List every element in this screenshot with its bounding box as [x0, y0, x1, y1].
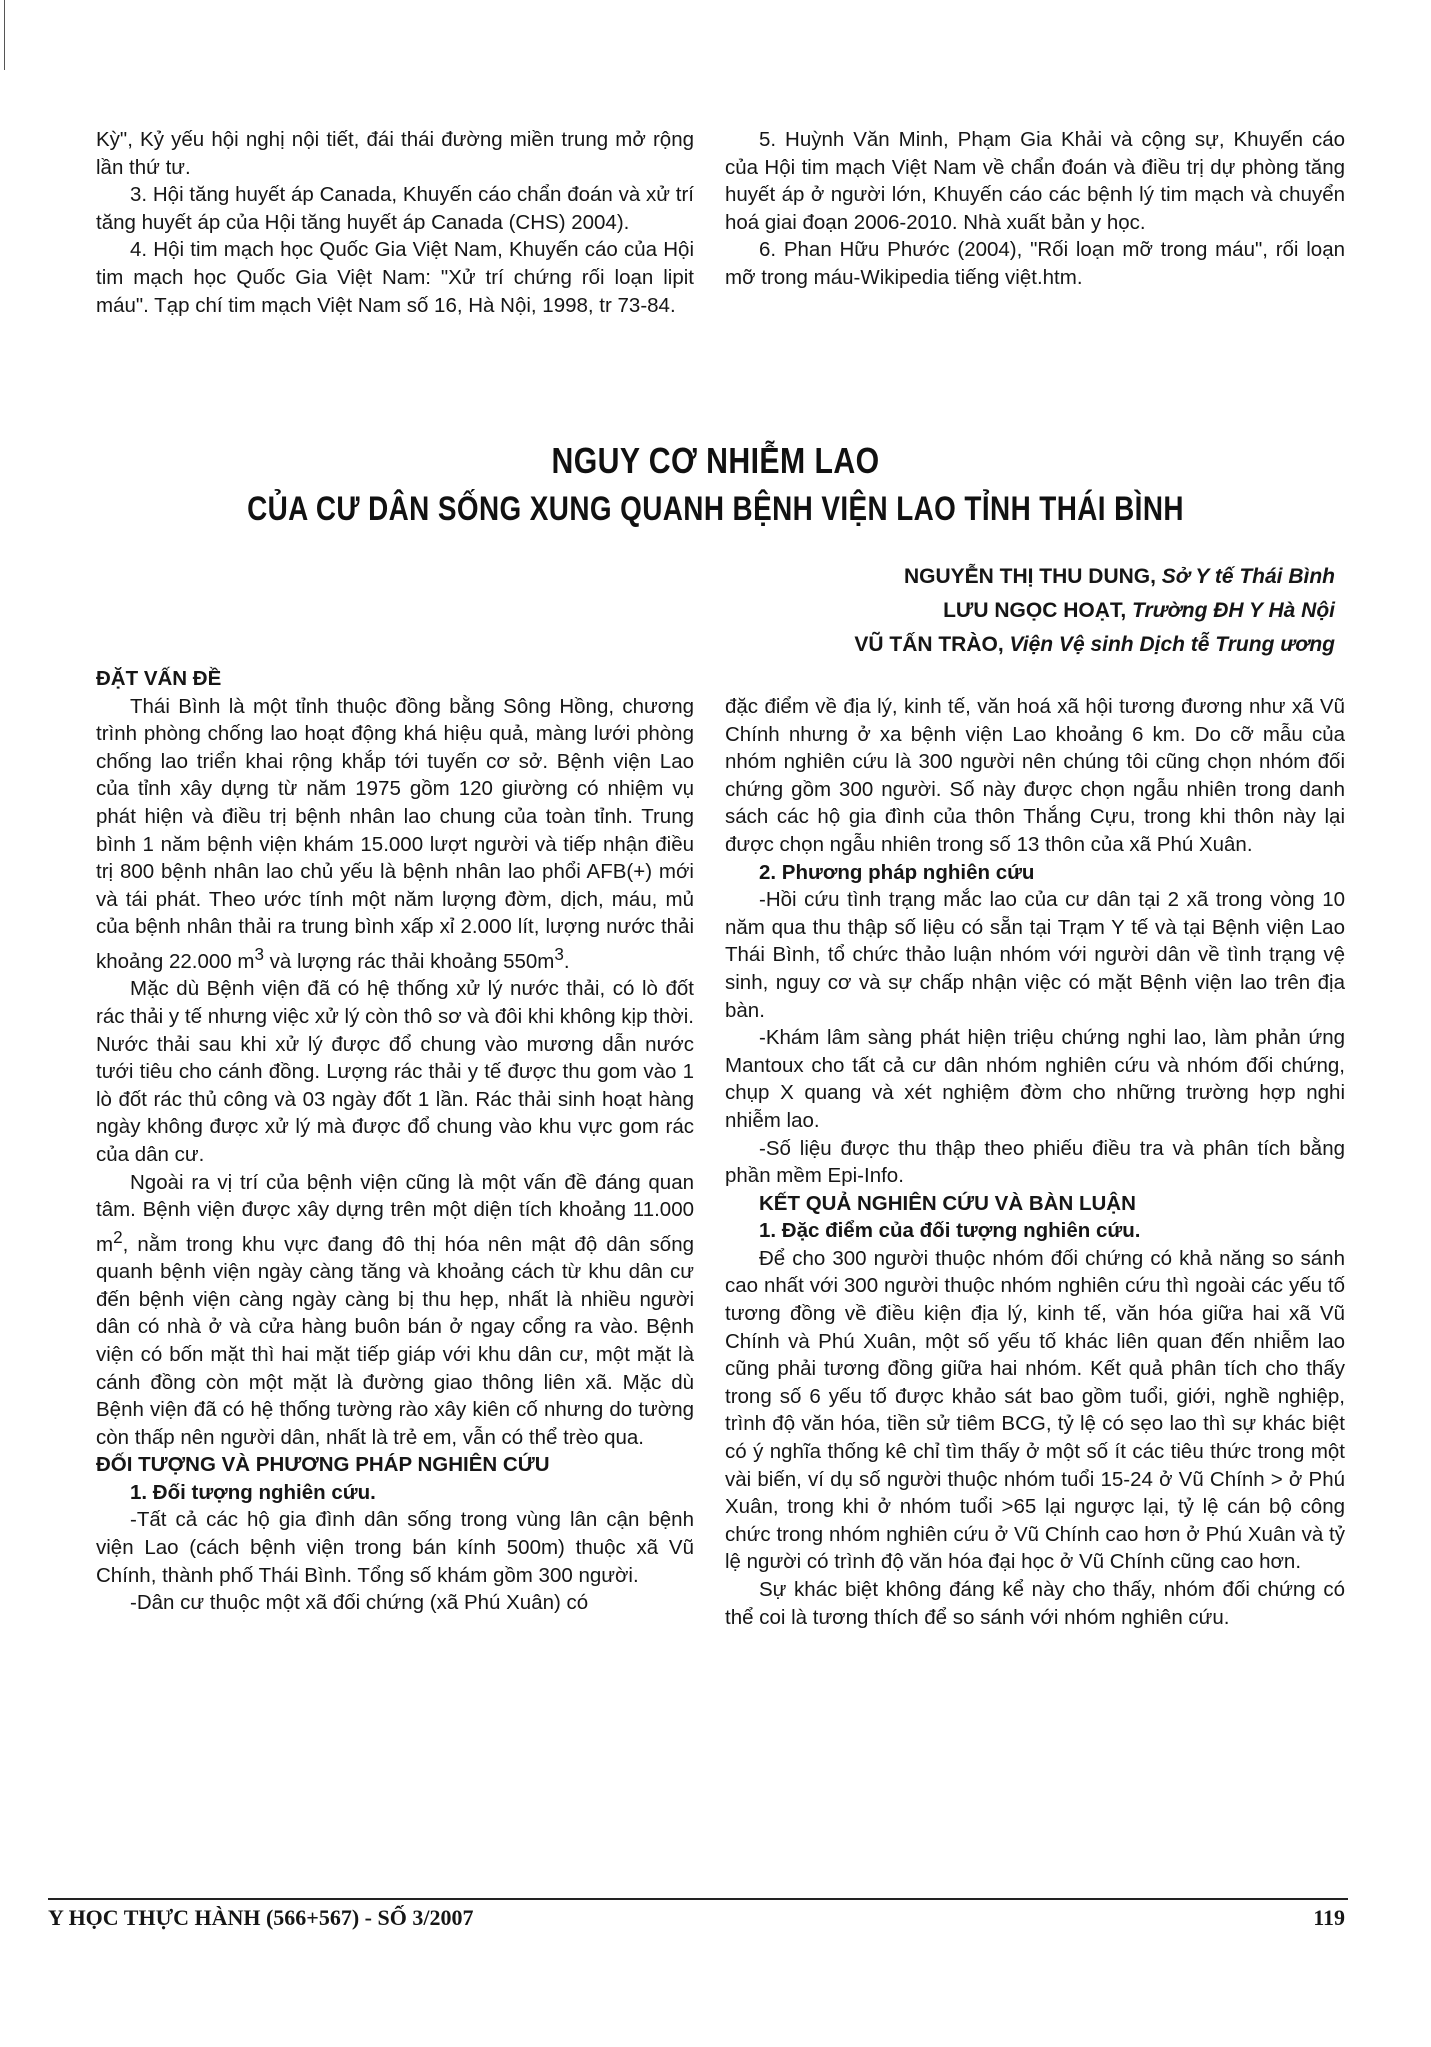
reference-item: Kỳ", Kỷ yếu hội nghị nội tiết, đái thái đường miền trung mở rộng lần thứ tư.: [96, 128, 694, 179]
paragraph: Mặc dù Bệnh viện đã có hệ thống xử lý nước thải, có lò đốt rác thải y tế nhưng việc xử lý còn thô sơ và đôi khi không kịp thời. Nước thải sau khi xử lý được đổ chung vào mương dẫn nước tưới tiêu cho cánh đồng. Lượng rác thải y tế được thu gom vào 1 lò đốt rác thủ công và 03 ngày đốt 1 lần. Rác thải sinh hoạt hàng ngày không được xử lý mà được đổ chung vào khu vực gom rác của dân cư.: [96, 977, 694, 1166]
section-heading-results: KẾT QUẢ NGHIÊN CỨU VÀ BÀN LUẬN: [759, 1191, 1136, 1215]
author-line: [635, 560, 1335, 594]
paragraph: -Hồi cứu tình trạng mắc lao của cư dân tại 2 xã trong vòng 10 năm qua thu thập số liệu có sẵn tại Trạm Y tế và tại Bệnh viện Lao Thái Bình, tổ chức thảo luận nhóm với người dân về tình trạng vệ sinh, nguy cơ và sự chấp nhận việc có mặt Bệnh viện lao trên địa bàn.: [725, 888, 1345, 1022]
paragraph: -Khám lâm sàng phát hiện triệu chứng nghi lao, làm phản ứng Mantoux cho tất cả cư dân nhóm nghiên cứu và nhóm đối chứng, chụp X quang và xét nghiệm đờm cho những trường hợp nghi nhiễm lao.: [725, 1026, 1345, 1132]
author-name: NGUYỄN THỊ THU DUNG,: [903, 565, 1162, 588]
body-column-right: [725, 693, 1345, 1631]
footer-divider: [48, 1898, 1348, 1900]
reference-item: 3. Hội tăng huyết áp Canada, Khuyến cáo chẩn đoán và xử trí tăng huyết áp của Hội tăng huyết áp Canada (CHS) 2004).: [96, 183, 694, 234]
paragraph: [96, 693, 694, 976]
references-left: [96, 126, 694, 319]
scan-edge-mark: [4, 0, 5, 70]
reference-item: 5. Huỳnh Văn Minh, Phạm Gia Khải và cộng sự, Khuyến cáo của Hội tim mạch Việt Nam về chẩn đoán và điều trị dự phòng tăng huyết áp ở người lớn, Khuyến cáo các bệnh lý tim mạch và chuyển hoá giai đoạn 2006-2010. Nhà xuất bản y học.: [725, 128, 1345, 234]
journal-name: Y HỌC THỰC HÀNH (566+567) - SỐ 3/2007: [48, 1905, 474, 1930]
paragraph-text: Ngoài ra vị trí của bệnh viện cũng là một vấn đề đáng quan tâm. Bệnh viện được xây dựng trên một diện tích khoảng 11.000 m: [96, 1170, 694, 1256]
author-affiliation: Viện Vệ sinh Dịch tễ Trung ương: [1009, 633, 1335, 656]
paragraph: Để cho 300 người thuộc nhóm đối chứng có khả năng so sánh cao nhất với 300 người thuộc nhóm nghiên cứu thì ngoài các yếu tố tương đồng về điều kiện địa lý, kinh tế, văn hóa giữa hai xã Vũ Chính và Phú Xuân, một số yếu tố khác liên quan đến nhiễm lao cũng phải tương đồng giữa hai nhóm. Kết quả phân tích cho thấy trong số 6 yếu tố được khảo sát bao gồm tuổi, giới, nghề nghiệp, trình độ văn hóa, tiền sử tiêm BCG, tỷ lệ có sẹo lao thì sự khác biệt có ý nghĩa thống kê chỉ tìm thấy ở một số ít các tiêu thức trong một vài biến, ví dụ số người thuộc nhóm tuổi 15-24 ở Vũ Chính > ở Phú Xuân, trong khi ở nhóm tuổi >65 lại ngược lại, tỷ lệ cán bộ công chức trong nhóm nghiên cứu ở Vũ Chính cao hơn ở Phú Xuân và tỷ lệ người có trình độ văn hóa đại học ở Vũ Chính cũng cao hơn.: [725, 1246, 1345, 1574]
superscript: 3: [554, 944, 564, 964]
author-affiliation: Sở Y tế Thái Bình: [1161, 565, 1335, 588]
subsection-heading: 1. Đặc điểm của đối tượng nghiên cứu.: [759, 1219, 1141, 1243]
superscript: 2: [113, 1227, 123, 1247]
page-number: 119: [1313, 1905, 1345, 1930]
paragraph: [96, 1169, 694, 1452]
author-list: [635, 560, 1335, 662]
paragraph: đặc điểm về địa lý, kinh tế, văn hoá xã hội tương đương như xã Vũ Chính nhưng ở xa bệnh viện Lao khoảng 6 km. Do cỡ mẫu của nhóm nghiên cứu là 300 người nên chúng tôi cũng chọn nhóm đối chứng gồm 300 người. Số này được chọn ngẫu nhiên trong danh sách các hộ gia đình của thôn Thắng Cựu, trong khi thôn này lại được chọn ngẫu nhiên trong số 13 thôn của xã Phú Xuân.: [725, 695, 1345, 856]
reference-item: 4. Hội tim mạch học Quốc Gia Việt Nam, Khuyến cáo của Hội tim mạch học Quốc Gia Việt Nam: "Xử trí chứng rối loạn lipit máu". Tạp chí tim mạch Việt Nam số 16, Hà Nội, 1998, tr 73-84.: [96, 238, 694, 317]
section-heading-intro: ĐẶT VẤN ĐỀ: [96, 667, 222, 690]
author-name: VŨ TẤN TRÀO,: [854, 633, 1010, 656]
author-affiliation: Trường ĐH Y Hà Nội: [1132, 599, 1335, 622]
reference-item: 6. Phan Hữu Phước (2004), "Rối loạn mỡ trong máu", rối loạn mỡ trong máu-Wikipedia tiếng việt.htm.: [725, 238, 1345, 289]
paragraph: Sự khác biệt không đáng kể này cho thấy, nhóm đối chứng có thể coi là tương thích để so sánh với nhóm nghiên cứu.: [725, 1578, 1345, 1629]
paragraph-text: , nằm trong khu vực đang đô thị hóa nên mật độ dân sống quanh bệnh viện ngày càng tăng và khoảng cách từ khu dân cư đến bệnh viện càng ngày càng bị thu hẹp, nhất là nhiều người dân có nhà ở và cửa hàng buôn bán ở ngay cổng ra vào. Bệnh viện có bốn mặt thì hai mặt tiếp giáp với khu dân cư, một mặt là cánh đồng còn một mặt là đường giao thông liên xã. Mặc dù Bệnh viện đã có hệ thống tường rào xây kiên cố nhưng do tường còn thấp nên người dân, nhất là trẻ em, vẫn có thể trèo qua.: [96, 1232, 694, 1449]
author-name: LƯU NGỌC HOẠT,: [943, 599, 1133, 622]
references-right: [725, 126, 1345, 292]
article-title-line-2: CỦA CƯ DÂN SỐNG XUNG QUANH BỆNH VIỆN LAO TỈNH THÁI BÌNH: [247, 490, 1184, 528]
body-column-left: [96, 665, 694, 1617]
subsection-heading: 1. Đối tượng nghiên cứu.: [130, 1480, 376, 1504]
author-line: [635, 628, 1335, 662]
author-line: [635, 594, 1335, 628]
paragraph-text: Thái Bình là một tỉnh thuộc đồng bằng Sông Hồng, chương trình phòng chống lao hoạt động khá hiệu quả, màng lưới phòng chống lao triển khai rộng khắp tới tuyến cơ sở. Bệnh viện Lao của tỉnh xây dựng từ năm 1975 gồm 120 giường có nhiệm vụ phát hiện và điều trị bệnh nhân lao chung của toàn tỉnh. Trung bình 1 năm bệnh viện khám 15.000 lượt người và tiếp nhận điều trị 800 bệnh nhân lao chủ yếu là bệnh nhân lao phổi AFB(+) mới và tái phát. Theo ước tính một năm lượng đờm, dịch, máu, mủ của bệnh nhân thải ra trung bình xấp xỉ 2.000 lít, lượng nước thải khoảng 22.000 m: [96, 694, 694, 973]
paragraph-text: và lượng rác thải khoảng 550m: [263, 949, 555, 973]
article-title-line-1: NGUY CƠ NHIỄM LAO: [551, 440, 880, 481]
subsection-heading: 2. Phương pháp nghiên cứu: [759, 860, 1035, 884]
paragraph: -Dân cư thuộc một xã đối chứng (xã Phú Xuân) có: [130, 1591, 589, 1615]
paragraph: -Tất cả các hộ gia đình dân sống trong vùng lân cận bệnh viện Lao (cách bệnh viện trong bán kính 500m) thuộc xã Vũ Chính, thành phố Thái Bình. Tổng số khám gồm 300 người.: [96, 1508, 694, 1587]
superscript: 3: [254, 944, 264, 964]
paragraph: -Số liệu được thu thập theo phiếu điều tra và phân tích bằng phần mềm Epi-Info.: [725, 1136, 1345, 1188]
paragraph-text: .: [563, 949, 570, 973]
section-heading-methods: ĐỐI TƯỢNG VÀ PHƯƠNG PHÁP NGHIÊN CỨU: [96, 1453, 550, 1477]
